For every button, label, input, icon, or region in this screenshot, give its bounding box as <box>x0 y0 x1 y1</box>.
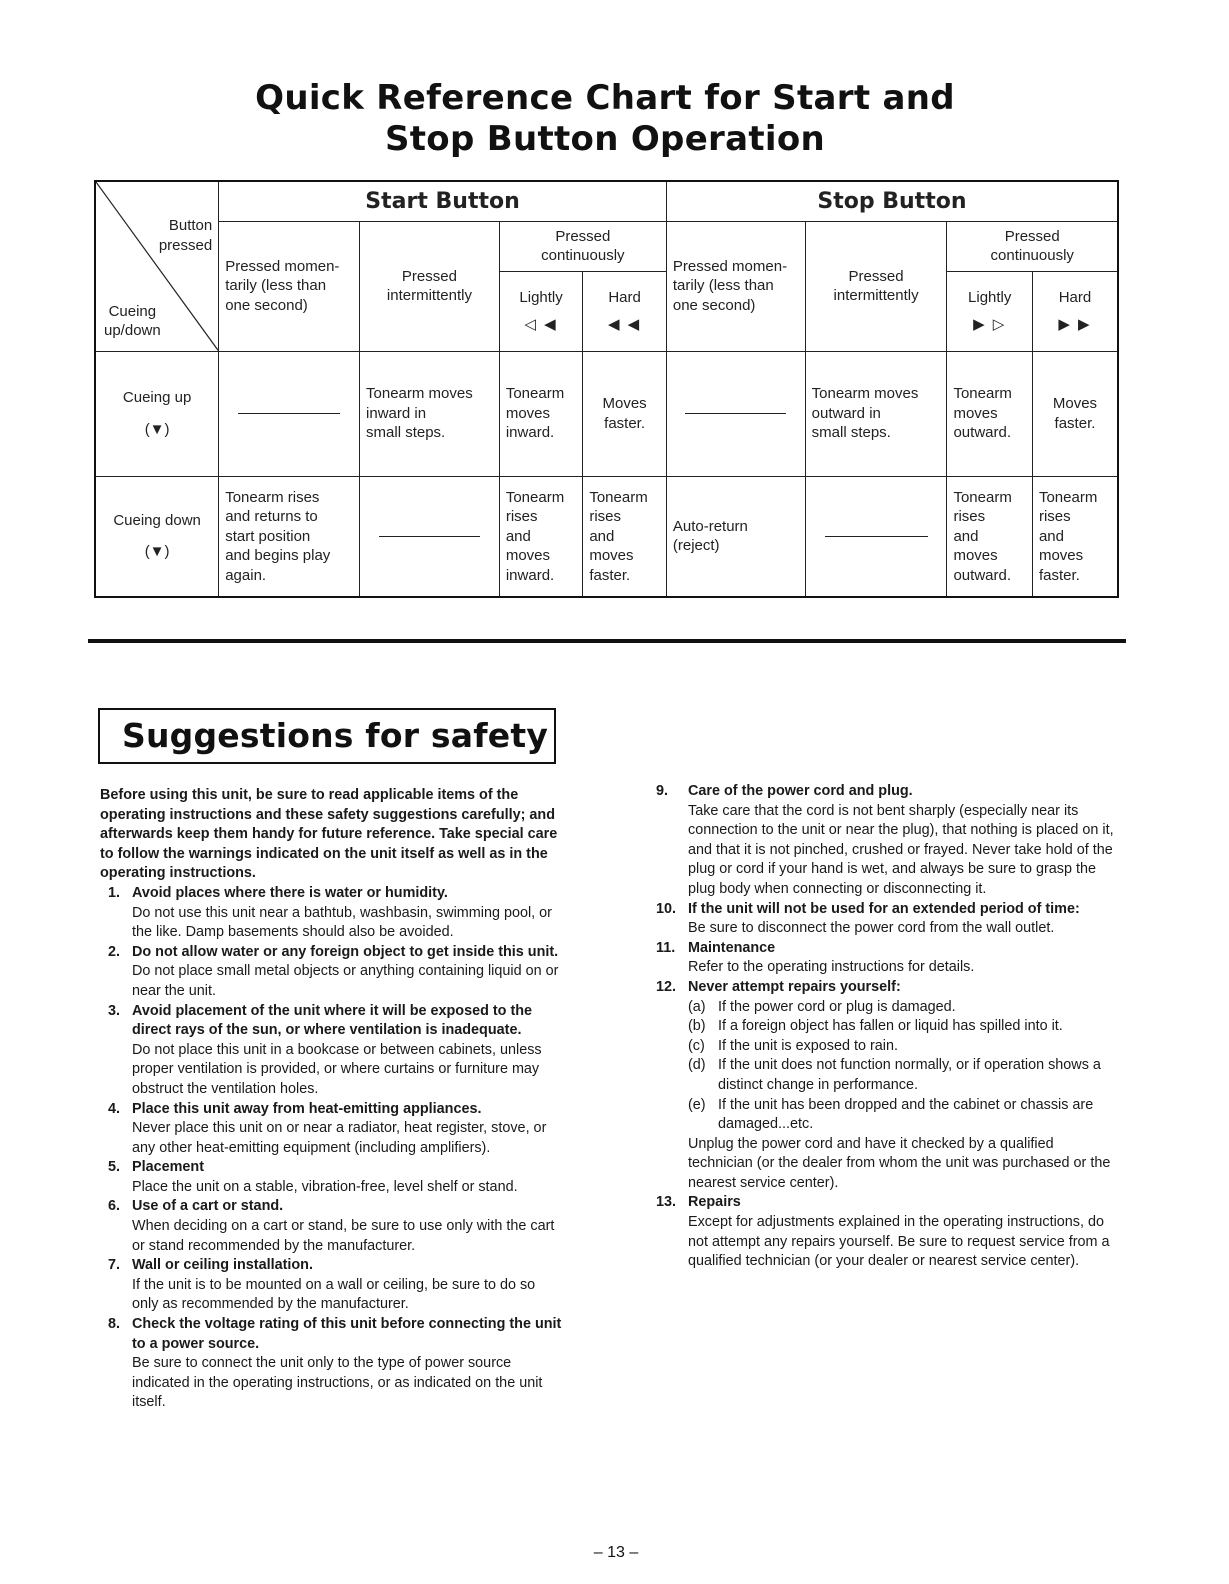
sub-item <box>688 1056 1122 1095</box>
stop-button-header: Stop Button <box>666 181 1118 221</box>
safety-intro: Before using this unit, be sure to read applicable items of the operating instructions and these safety suggestions carefully; and afterwards keep them handy for future reference. Take special care to follow the warnings indicated on the unit itself as well as in the operating instructions. <box>100 787 558 882</box>
item-number: 7. <box>108 1257 121 1274</box>
table-row-cueing-up <box>95 351 1118 476</box>
item-heading: If the unit will not be used for an extended period of time: <box>688 900 1080 917</box>
item-heading: Do not allow water or any foreign object to get inside this unit. <box>132 943 559 960</box>
item-heading: Repairs <box>688 1194 741 1211</box>
list-item <box>100 1158 562 1197</box>
stop-lightly-col <box>947 271 1032 351</box>
item-heading: Check the voltage rating of this unit before connecting the unit to a power source. <box>132 1316 562 1352</box>
stop-momentary-col: Pressed momen- tarily (less than one second) <box>666 221 805 351</box>
sub-item <box>688 1037 1122 1057</box>
sub-item-label: (c) <box>688 1037 705 1054</box>
list-item <box>100 1100 562 1159</box>
list-item <box>656 900 1122 939</box>
list-item <box>656 978 1122 1194</box>
item-body: Do not place small metal objects or anything containing liquid on or near the unit. <box>132 963 559 999</box>
item-number: 4. <box>108 1100 121 1117</box>
sub-item <box>688 1096 1122 1135</box>
sub-item-label: (d) <box>688 1057 706 1074</box>
start-continuous-col: Pressed continuously <box>499 221 666 271</box>
item-body: Refer to the operating instructions for details. <box>688 959 975 976</box>
table-cell: Auto-return (reject) <box>666 476 805 597</box>
table-cell: Tonearm moves outward in small steps. <box>805 351 947 476</box>
row-label-cueing-down <box>95 476 219 597</box>
stop-lightly-arrows-icon: ▶ ▷ <box>973 316 1007 333</box>
corner-button-pressed: Button pressed <box>158 217 213 254</box>
table-cell: Tonearm moves outward. <box>947 351 1032 476</box>
item-heading: Avoid places where there is water or humidity. <box>132 884 448 901</box>
cell-empty-dash <box>805 476 947 597</box>
start-hard-arrows-icon: ◀ ◀ <box>607 316 642 333</box>
quick-reference-table <box>94 180 1119 598</box>
item-body: Except for adjustments explained in the operating instructions, do not attempt any repairs yourself. Be sure to request service from a qualified technician (or your dealer or nearest service center). <box>688 1214 1110 1270</box>
item-body: Do not use this unit near a bathtub, washbasin, swimming pool, or the like. Damp basements should also be avoided. <box>132 904 552 941</box>
title-line-2: Stop Button Operation <box>384 119 826 159</box>
item-heading: Avoid placement of the unit where it will be exposed to the direct rays of the sun, or where ventilation is inadequate. <box>132 1002 533 1039</box>
cell-empty-dash <box>219 351 360 476</box>
corner-header <box>95 181 219 351</box>
table-cell: Moves faster. <box>1032 351 1118 476</box>
item-number: 5. <box>108 1159 121 1176</box>
list-item <box>100 943 562 1002</box>
sub-item-text: If a foreign object has fallen or liquid has spilled into it. <box>718 1018 1063 1035</box>
item-number: 6. <box>108 1198 121 1215</box>
item-body: If the unit is to be mounted on a wall or ceiling, be sure to do so only as recommended by the manufacturer. <box>132 1276 536 1313</box>
sub-item <box>688 1017 1122 1037</box>
start-hard-col <box>583 271 667 351</box>
sub-item-label: (e) <box>688 1096 706 1113</box>
item-heading: Care of the power cord and plug. <box>688 783 913 799</box>
stop-hard-col <box>1032 271 1118 351</box>
item-number: 11. <box>656 939 676 956</box>
item-number: 12. <box>656 978 677 995</box>
table-cell: Tonearm rises and moves faster. <box>583 476 667 597</box>
item-number: 1. <box>108 884 121 901</box>
list-item <box>100 1315 562 1413</box>
stop-hard-label: Hard <box>1058 288 1092 306</box>
list-item <box>656 939 1122 978</box>
sub-item-label: (a) <box>688 998 706 1015</box>
start-lightly-col <box>499 271 582 351</box>
sub-item-label: (b) <box>688 1018 706 1035</box>
table-cell: Tonearm rises and moves inward. <box>499 476 582 597</box>
sub-item-text: If the power cord or plug is damaged. <box>718 998 956 1015</box>
item-body: When deciding on a cart or stand, be sure to use only with the cart or stand recommended by the manufacturer. <box>132 1218 555 1254</box>
item-heading: Placement <box>132 1159 204 1176</box>
stop-continuous-col: Pressed continuously <box>947 221 1118 271</box>
cell-empty-dash <box>666 351 805 476</box>
list-item <box>100 1197 562 1256</box>
start-lightly-arrows-icon: ◁ ◀ <box>524 316 558 333</box>
item-body: Be sure to disconnect the power cord from the wall outlet. <box>688 920 1055 937</box>
safety-column-left <box>100 786 562 1413</box>
stop-intermittent-col: Pressed intermittently <box>805 221 947 351</box>
table-cell: Tonearm moves inward in small steps. <box>360 351 500 476</box>
item-body: Unplug the power cord and have it checked by a qualified technician (or the dealer from whom the unit was purchased or the nearest service center). <box>688 1135 1111 1191</box>
sub-item-text: If the unit has been dropped and the cabinet or chassis are damaged...etc. <box>718 1096 1094 1133</box>
item-body: Never place this unit on or near a radiator, heat register, stove, or any other heat-emitting equipment (including amplifiers). <box>132 1120 547 1156</box>
corner-cueing: Cueing up/down <box>104 302 161 339</box>
item-body: Be sure to connect the unit only to the type of power source indicated in the operating instructions, or as indicated on the unit itself. <box>132 1355 543 1411</box>
list-item <box>656 782 1122 900</box>
table-cell: Tonearm moves inward. <box>499 351 582 476</box>
cueing-up-icon: (▼) <box>144 420 170 438</box>
table-cell: Tonearm rises and moves faster. <box>1032 476 1118 597</box>
item-heading: Wall or ceiling installation. <box>132 1257 313 1274</box>
list-item <box>100 1256 562 1315</box>
list-item <box>656 1193 1122 1271</box>
table-cell: Tonearm rises and moves outward. <box>947 476 1032 597</box>
list-item <box>100 1002 562 1100</box>
title-line-1: Quick Reference Chart for Start and <box>255 78 955 118</box>
stop-lightly-label: Lightly <box>968 288 1012 306</box>
item-number: 2. <box>108 943 121 960</box>
start-hard-label: Hard <box>608 288 641 306</box>
safety-heading-box <box>98 708 556 764</box>
item-heading: Maintenance <box>688 939 776 956</box>
table-row-cueing-down <box>95 476 1118 597</box>
item-number: 10. <box>656 900 677 917</box>
item-body: Take care that the cord is not bent sharply (especially near its connection to the unit or near the plug), that nothing is placed on it, and that it is not pinched, crushed or frayed. Never take hold of the plug or cord if your hand is wet, and always be sure to grasp the plug body when connecting or disconnecting it. <box>688 802 1114 897</box>
sub-item-text: If the unit is exposed to rain. <box>718 1037 898 1054</box>
item-heading: Never attempt repairs yourself: <box>688 978 901 995</box>
safety-title: Suggestions for safety <box>122 716 549 755</box>
start-intermittent-col: Pressed intermittently <box>360 221 500 351</box>
row-label-cueing-up <box>95 351 219 476</box>
row-label-text: Cueing up <box>122 389 192 406</box>
row-label-text: Cueing down <box>113 511 201 529</box>
cell-empty-dash <box>360 476 500 597</box>
item-number: 3. <box>108 1002 121 1019</box>
cueing-down-icon: (▼) <box>144 543 170 561</box>
table-cell: Tonearm rises and returns to start position and begins play again. <box>219 476 360 597</box>
item-body: Place the unit on a stable, vibration-free, level shelf or stand. <box>132 1178 518 1195</box>
safety-column-right <box>656 782 1122 1272</box>
table-cell: Moves faster. <box>583 351 667 476</box>
sub-item <box>688 998 1122 1018</box>
page-title <box>200 78 1010 160</box>
page-number: – 13 – <box>593 1544 639 1561</box>
item-number: 9. <box>656 783 669 799</box>
start-button-header: Start Button <box>219 181 667 221</box>
item-heading: Use of a cart or stand. <box>132 1198 284 1215</box>
start-lightly-label: Lightly <box>519 288 563 306</box>
sub-item-text: If the unit does not function normally, or if operation shows a distinct change in performance. <box>718 1057 1101 1093</box>
list-item <box>100 884 562 943</box>
item-number: 8. <box>108 1316 121 1333</box>
item-heading: Place this unit away from heat-emitting appliances. <box>132 1100 482 1117</box>
start-momentary-col: Pressed momen- tarily (less than one second) <box>219 221 360 351</box>
section-divider <box>88 639 1126 643</box>
stop-hard-arrows-icon: ▶ ▶ <box>1058 316 1092 333</box>
item-number: 13. <box>656 1194 677 1211</box>
item-body: Do not place this unit in a bookcase or between cabinets, unless proper ventilation is provided, or where curtains or furniture may obstruct the ventilation holes. <box>132 1041 542 1097</box>
